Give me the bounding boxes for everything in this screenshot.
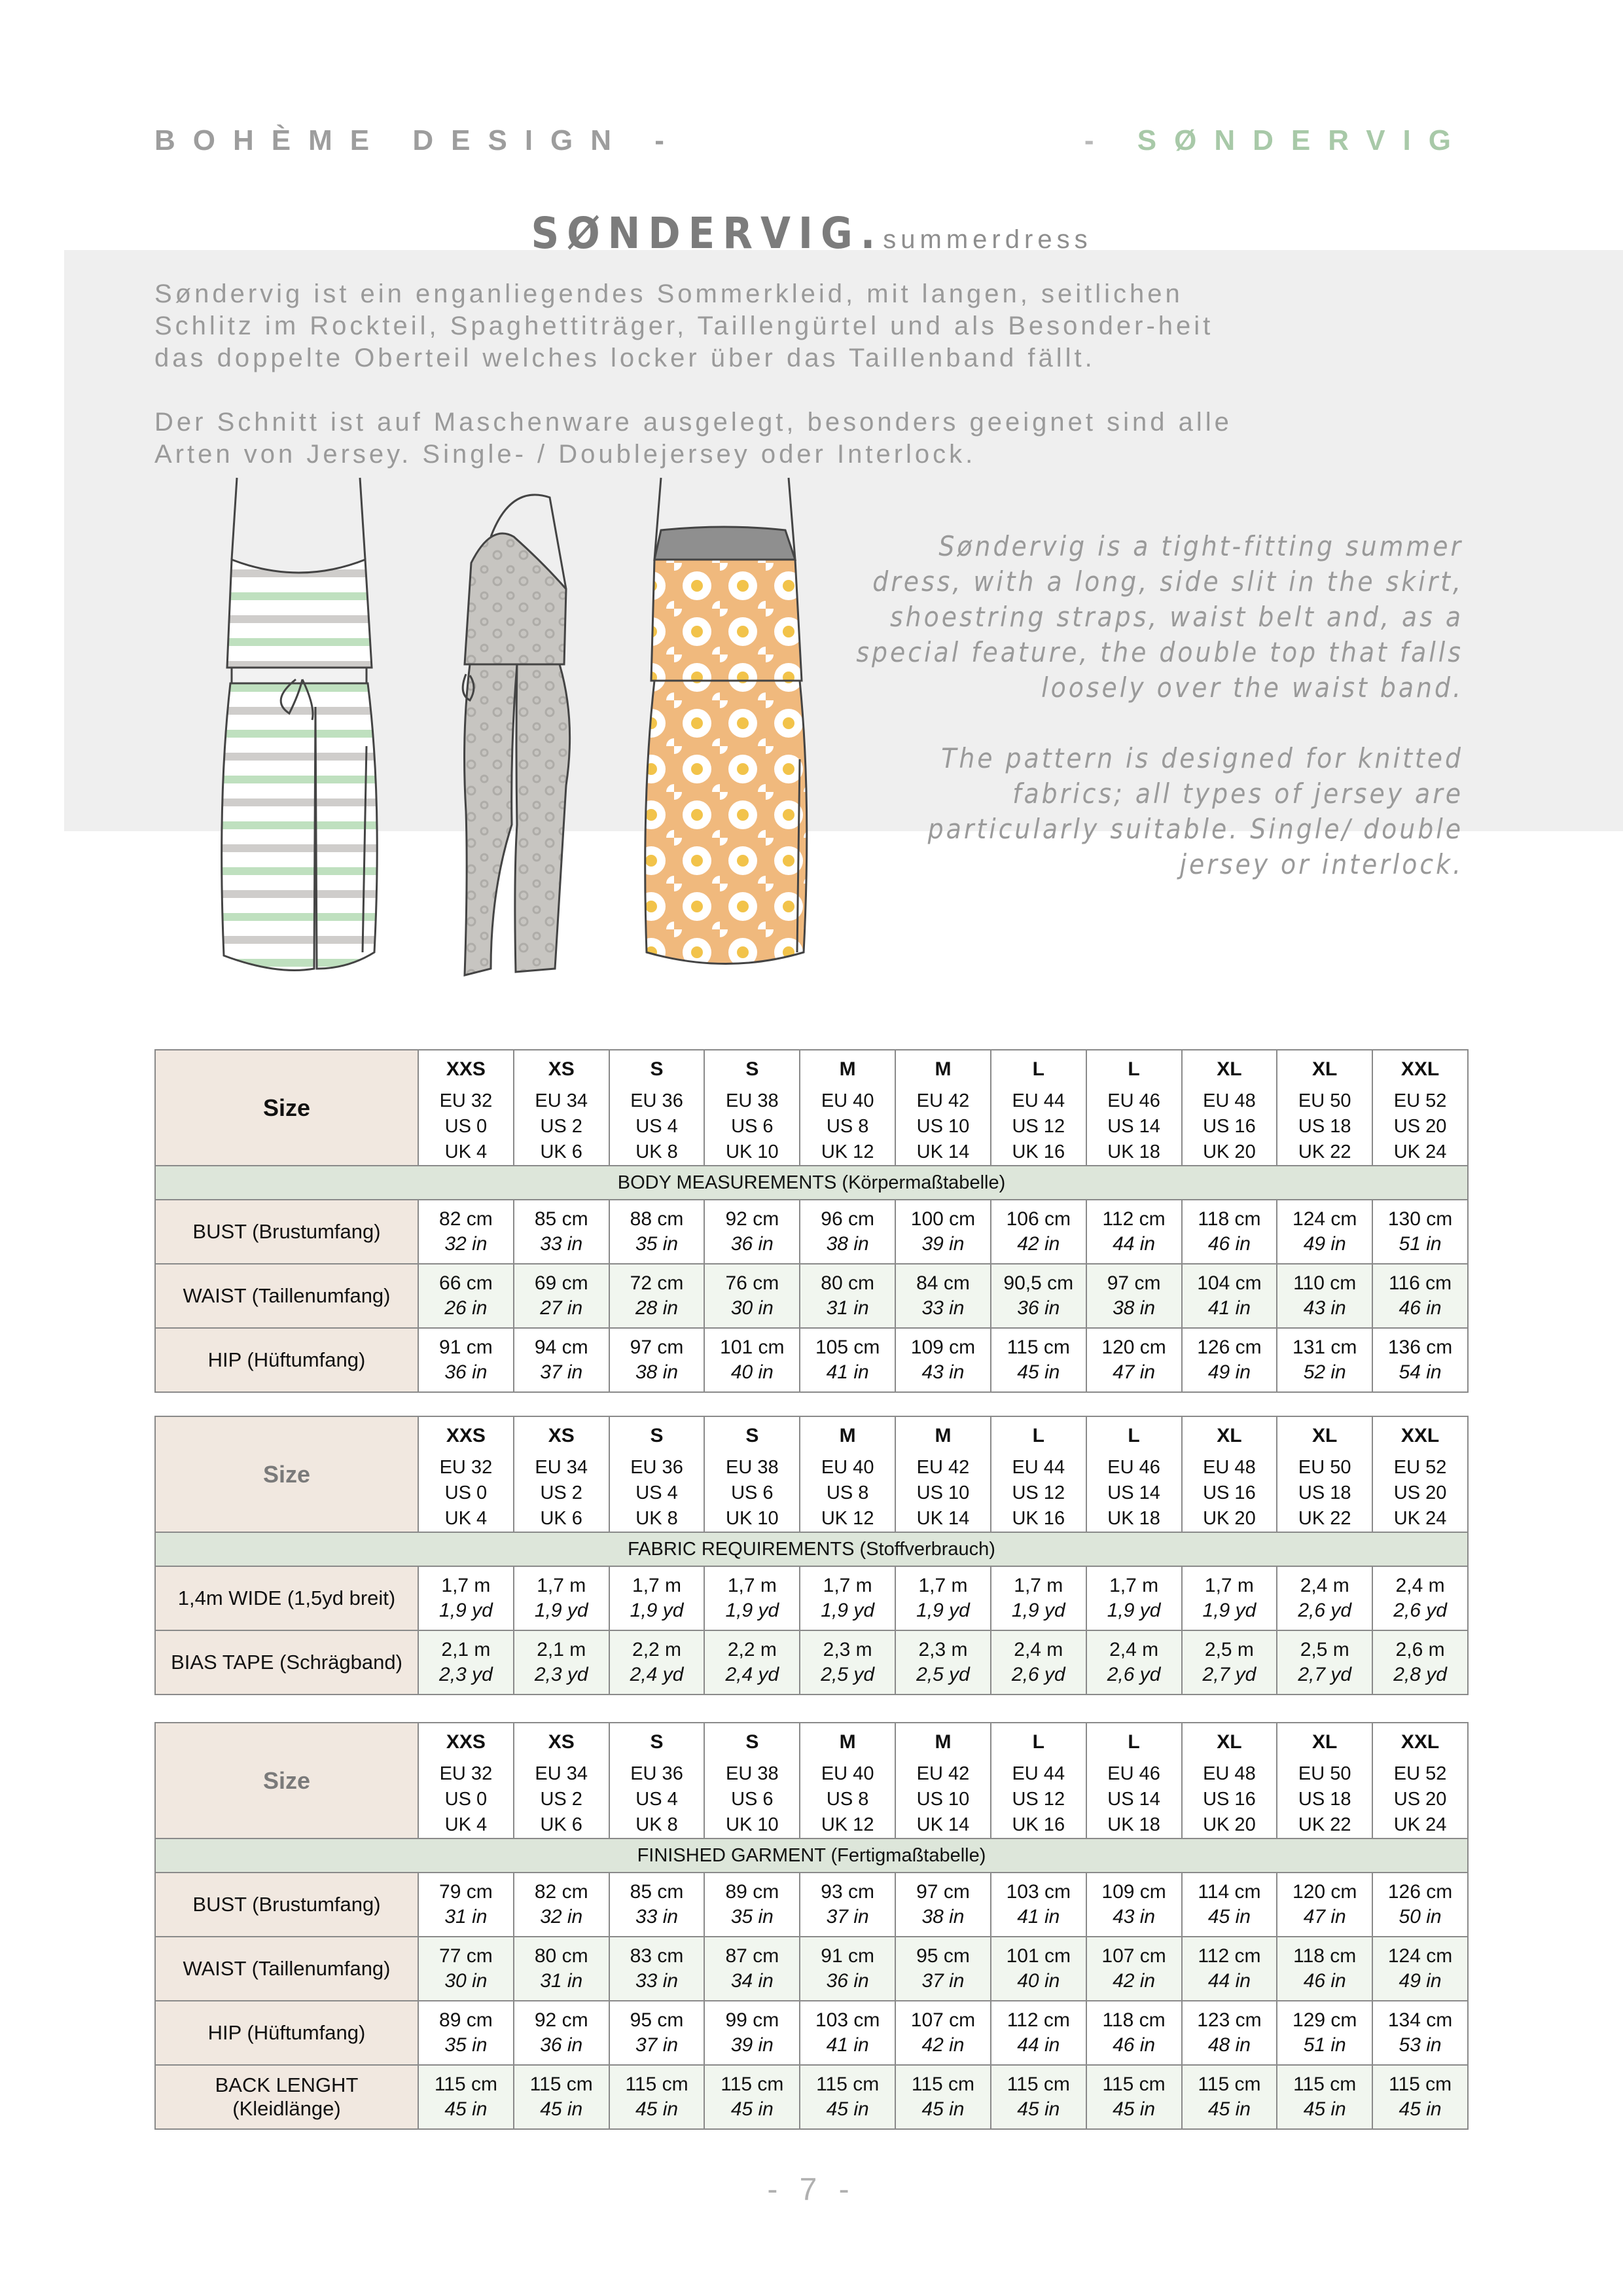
description-german-paragraph: Der Schnitt ist auf Maschenware ausgelegt, besonders geeignet sind alle Arten von Jersey. Single- / Doublejersey oder Interlock. [154, 408, 1232, 469]
value-cell: 82 cm 32 in [514, 1873, 609, 1937]
table-row [155, 1264, 1468, 1328]
value-cell: 118 cm 46 in [1182, 1200, 1277, 1264]
value-cell: 126 cm 50 in [1372, 1873, 1468, 1937]
value-cell: 101 cm 40 in [991, 1937, 1086, 2001]
value-cell: 107 cm 42 in [895, 2001, 991, 2065]
value-cell: 93 cm 37 in [800, 1873, 895, 1937]
value-cell: 129 cm 51 in [1277, 2001, 1372, 2065]
size-header-row [155, 1723, 1468, 1839]
table-row [155, 2065, 1468, 2129]
value-cell: 109 cm 43 in [895, 1328, 991, 1392]
size-cell: M EU 40 US 8 UK 12 [800, 1723, 895, 1839]
value-cell: 85 cm 33 in [514, 1200, 609, 1264]
value-cell: 1,7 m 1,9 yd [800, 1566, 895, 1630]
fabric-requirements-table [154, 1416, 1469, 1695]
row-label: BIAS TAPE (Schrägband) [155, 1630, 418, 1695]
value-cell: 115 cm 45 in [800, 2065, 895, 2129]
value-cell: 94 cm 37 in [514, 1328, 609, 1392]
value-cell: 115 cm 45 in [609, 2065, 705, 2129]
size-cell: XXS EU 32 US 0 UK 4 [418, 1050, 514, 1166]
size-cell: XS EU 34 US 2 UK 6 [514, 1050, 609, 1166]
value-cell: 118 cm 46 in [1277, 1937, 1372, 2001]
size-cell: S EU 36 US 4 UK 8 [609, 1416, 705, 1532]
size-cell: M EU 40 US 8 UK 12 [800, 1416, 895, 1532]
size-label: Size [155, 1416, 418, 1532]
section-title: FABRIC REQUIREMENTS (Stoffverbrauch) [155, 1532, 1468, 1566]
section-header-row [155, 1532, 1468, 1566]
size-cell: XS EU 34 US 2 UK 6 [514, 1416, 609, 1532]
row-label: BUST (Brustumfang) [155, 1873, 418, 1937]
value-cell: 101 cm 40 in [704, 1328, 800, 1392]
value-cell: 88 cm 35 in [609, 1200, 705, 1264]
size-cell: L EU 44 US 12 UK 16 [991, 1723, 1086, 1839]
value-cell: 2,2 m 2,4 yd [609, 1630, 705, 1695]
page-number: - 7 - [767, 2172, 856, 2207]
value-cell: 2,1 m 2,3 yd [514, 1630, 609, 1695]
value-cell: 107 cm 42 in [1086, 1937, 1182, 2001]
value-cell: 105 cm 41 in [800, 1328, 895, 1392]
value-cell: 126 cm 49 in [1182, 1328, 1277, 1392]
row-label: WAIST (Taillenumfang) [155, 1937, 418, 2001]
size-cell: M EU 42 US 10 UK 14 [895, 1050, 991, 1166]
row-label: BUST (Brustumfang) [155, 1200, 418, 1264]
section-title: FINISHED GARMENT (Fertigmaßtabelle) [155, 1839, 1468, 1873]
value-cell: 96 cm 38 in [800, 1200, 895, 1264]
value-cell: 89 cm 35 in [704, 1873, 800, 1937]
size-cell: XXL EU 52 US 20 UK 24 [1372, 1416, 1468, 1532]
size-cell: S EU 38 US 6 UK 10 [704, 1050, 800, 1166]
value-cell: 1,7 m 1,9 yd [1086, 1566, 1182, 1630]
size-cell: XL EU 48 US 16 UK 20 [1182, 1416, 1277, 1532]
value-cell: 2,4 m 2,6 yd [1372, 1566, 1468, 1630]
value-cell: 2,4 m 2,6 yd [991, 1630, 1086, 1695]
table-row [155, 1328, 1468, 1392]
size-cell: XXS EU 32 US 0 UK 4 [418, 1723, 514, 1839]
value-cell: 112 cm 44 in [1182, 1937, 1277, 2001]
size-header-row [155, 1050, 1468, 1166]
value-cell: 66 cm 26 in [418, 1264, 514, 1328]
leopard-dress-side-illustration [452, 484, 609, 982]
table-row [155, 2001, 1468, 2065]
value-cell: 97 cm 38 in [609, 1328, 705, 1392]
value-cell: 72 cm 28 in [609, 1264, 705, 1328]
size-cell: S EU 36 US 4 UK 8 [609, 1050, 705, 1166]
value-cell: 69 cm 27 in [514, 1264, 609, 1328]
value-cell: 123 cm 48 in [1182, 2001, 1277, 2065]
value-cell: 136 cm 54 in [1372, 1328, 1468, 1392]
table-row [155, 1566, 1468, 1630]
value-cell: 84 cm 33 in [895, 1264, 991, 1328]
value-cell: 76 cm 30 in [704, 1264, 800, 1328]
value-cell: 79 cm 31 in [418, 1873, 514, 1937]
value-cell: 1,7 m 1,9 yd [895, 1566, 991, 1630]
size-cell: L EU 44 US 12 UK 16 [991, 1050, 1086, 1166]
value-cell: 1,7 m 1,9 yd [609, 1566, 705, 1630]
value-cell: 83 cm 33 in [609, 1937, 705, 2001]
value-cell: 1,7 m 1,9 yd [1182, 1566, 1277, 1630]
value-cell: 112 cm 44 in [1086, 1200, 1182, 1264]
value-cell: 112 cm 44 in [991, 2001, 1086, 2065]
header-dash: - [1084, 124, 1137, 156]
body-measurements-table [154, 1049, 1469, 1393]
value-cell: 106 cm 42 in [991, 1200, 1086, 1264]
table-row [155, 1873, 1468, 1937]
size-cell: M EU 42 US 10 UK 14 [895, 1416, 991, 1532]
value-cell: 1,7 m 1,9 yd [704, 1566, 800, 1630]
section-header-row [155, 1166, 1468, 1200]
size-label: Size [155, 1050, 418, 1166]
size-cell: XS EU 34 US 2 UK 6 [514, 1723, 609, 1839]
size-cell: S EU 38 US 6 UK 10 [704, 1416, 800, 1532]
value-cell: 80 cm 31 in [514, 1937, 609, 2001]
value-cell: 2,6 m 2,8 yd [1372, 1630, 1468, 1695]
value-cell: 99 cm 39 in [704, 2001, 800, 2065]
value-cell: 115 cm 45 in [1277, 2065, 1372, 2129]
value-cell: 2,3 m 2,5 yd [895, 1630, 991, 1695]
description-english-paragraph: Søndervig is a tight-fitting summer dress, with a long, side slit in the skirt, shoestring straps, waist belt and, as a special feature, the double top that falls loosely over the waist band. [856, 530, 1463, 704]
value-cell: 85 cm 33 in [609, 1873, 705, 1937]
size-header-row [155, 1416, 1468, 1532]
value-cell: 97 cm 38 in [895, 1873, 991, 1937]
brand-header: BOHÈME DESIGN - [154, 124, 682, 156]
size-label: Size [155, 1723, 418, 1839]
size-cell: L EU 44 US 12 UK 16 [991, 1416, 1086, 1532]
title-sub: summerdress [883, 225, 1092, 254]
section-header-row [155, 1839, 1468, 1873]
value-cell: 2,5 m 2,7 yd [1182, 1630, 1277, 1695]
size-cell: M EU 40 US 8 UK 12 [800, 1050, 895, 1166]
value-cell: 109 cm 43 in [1086, 1873, 1182, 1937]
value-cell: 92 cm 36 in [704, 1200, 800, 1264]
finished-garment-table [154, 1722, 1469, 2130]
page-title [0, 208, 1623, 259]
value-cell: 115 cm 45 in [1182, 2065, 1277, 2129]
value-cell: 120 cm 47 in [1086, 1328, 1182, 1392]
value-cell: 77 cm 30 in [418, 1937, 514, 2001]
description-german-paragraph: Søndervig ist ein enganliegendes Sommerkleid, mit langen, seitlichen Schlitz im Rockteil, Spaghettiträger, Taillengürtel und als Besonder-heit das doppelte Oberteil welches locker über das Taillenband fällt. [154, 279, 1214, 372]
size-cell: S EU 36 US 4 UK 8 [609, 1723, 705, 1839]
value-cell: 115 cm 45 in [514, 2065, 609, 2129]
value-cell: 100 cm 39 in [895, 1200, 991, 1264]
value-cell: 2,2 m 2,4 yd [704, 1630, 800, 1695]
table-row [155, 1937, 1468, 2001]
value-cell: 115 cm 45 in [1086, 2065, 1182, 2129]
size-cell: L EU 46 US 14 UK 18 [1086, 1050, 1182, 1166]
value-cell: 2,4 m 2,6 yd [1086, 1630, 1182, 1695]
value-cell: 92 cm 36 in [514, 2001, 609, 2065]
value-cell: 95 cm 37 in [895, 1937, 991, 2001]
value-cell: 80 cm 31 in [800, 1264, 895, 1328]
description-german [154, 278, 1267, 503]
floral-dress-back-illustration [628, 471, 825, 982]
value-cell: 115 cm 45 in [991, 2065, 1086, 2129]
size-cell: XXS EU 32 US 0 UK 4 [418, 1416, 514, 1532]
value-cell: 82 cm 32 in [418, 1200, 514, 1264]
size-cell: L EU 46 US 14 UK 18 [1086, 1723, 1182, 1839]
size-cell: M EU 42 US 10 UK 14 [895, 1723, 991, 1839]
value-cell: 91 cm 36 in [418, 1328, 514, 1392]
table-row [155, 1200, 1468, 1264]
value-cell: 2,5 m 2,7 yd [1277, 1630, 1372, 1695]
size-cell: XL EU 48 US 16 UK 20 [1182, 1050, 1277, 1166]
size-cell: XXL EU 52 US 20 UK 24 [1372, 1723, 1468, 1839]
value-cell: 91 cm 36 in [800, 1937, 895, 2001]
value-cell: 2,3 m 2,5 yd [800, 1630, 895, 1695]
striped-dress-front-illustration [191, 471, 414, 982]
value-cell: 124 cm 49 in [1372, 1937, 1468, 2001]
description-english-paragraph: The pattern is designed for knitted fabrics; all types of jersey are particularly suitable. Single/ double jersey or interlock. [927, 742, 1463, 880]
header-pattern-name: SØNDERVIG [1137, 124, 1469, 156]
size-cell: L EU 46 US 14 UK 18 [1086, 1416, 1182, 1532]
size-cell: XL EU 50 US 18 UK 22 [1277, 1050, 1372, 1166]
row-label: 1,4m WIDE (1,5yd breit) [155, 1566, 418, 1630]
value-cell: 131 cm 52 in [1277, 1328, 1372, 1392]
value-cell: 120 cm 47 in [1277, 1873, 1372, 1937]
value-cell: 95 cm 37 in [609, 2001, 705, 2065]
size-cell: XXL EU 52 US 20 UK 24 [1372, 1050, 1468, 1166]
value-cell: 103 cm 41 in [991, 1873, 1086, 1937]
row-label: HIP (Hüftumfang) [155, 1328, 418, 1392]
value-cell: 110 cm 43 in [1277, 1264, 1372, 1328]
row-label: HIP (Hüftumfang) [155, 2001, 418, 2065]
size-cell: S EU 38 US 6 UK 10 [704, 1723, 800, 1839]
value-cell: 134 cm 53 in [1372, 2001, 1468, 2065]
row-label: WAIST (Taillenumfang) [155, 1264, 418, 1328]
section-title: BODY MEASUREMENTS (Körpermaßtabelle) [155, 1166, 1468, 1200]
value-cell: 103 cm 41 in [800, 2001, 895, 2065]
value-cell: 115 cm 45 in [895, 2065, 991, 2129]
value-cell: 115 cm 45 in [1372, 2065, 1468, 2129]
value-cell: 89 cm 35 in [418, 2001, 514, 2065]
value-cell: 2,1 m 2,3 yd [418, 1630, 514, 1695]
value-cell: 104 cm 41 in [1182, 1264, 1277, 1328]
value-cell: 115 cm 45 in [418, 2065, 514, 2129]
value-cell: 115 cm 45 in [704, 2065, 800, 2129]
row-label: BACK LENGHT (Kleidlänge) [155, 2065, 418, 2129]
value-cell: 116 cm 46 in [1372, 1264, 1468, 1328]
value-cell: 87 cm 34 in [704, 1937, 800, 2001]
value-cell: 118 cm 46 in [1086, 2001, 1182, 2065]
size-cell: XL EU 50 US 18 UK 22 [1277, 1416, 1372, 1532]
value-cell: 90,5 cm 36 in [991, 1264, 1086, 1328]
title-main: SØNDERVIG. [531, 208, 883, 259]
value-cell: 114 cm 45 in [1182, 1873, 1277, 1937]
pattern-name-header [1084, 124, 1469, 157]
value-cell: 124 cm 49 in [1277, 1200, 1372, 1264]
table-row [155, 1630, 1468, 1695]
value-cell: 2,4 m 2,6 yd [1277, 1566, 1372, 1630]
size-cell: XL EU 50 US 18 UK 22 [1277, 1723, 1372, 1839]
value-cell: 1,7 m 1,9 yd [991, 1566, 1086, 1630]
description-english [848, 529, 1463, 918]
value-cell: 115 cm 45 in [991, 1328, 1086, 1392]
value-cell: 130 cm 51 in [1372, 1200, 1468, 1264]
value-cell: 97 cm 38 in [1086, 1264, 1182, 1328]
value-cell: 1,7 m 1,9 yd [418, 1566, 514, 1630]
size-cell: XL EU 48 US 16 UK 20 [1182, 1723, 1277, 1839]
value-cell: 1,7 m 1,9 yd [514, 1566, 609, 1630]
